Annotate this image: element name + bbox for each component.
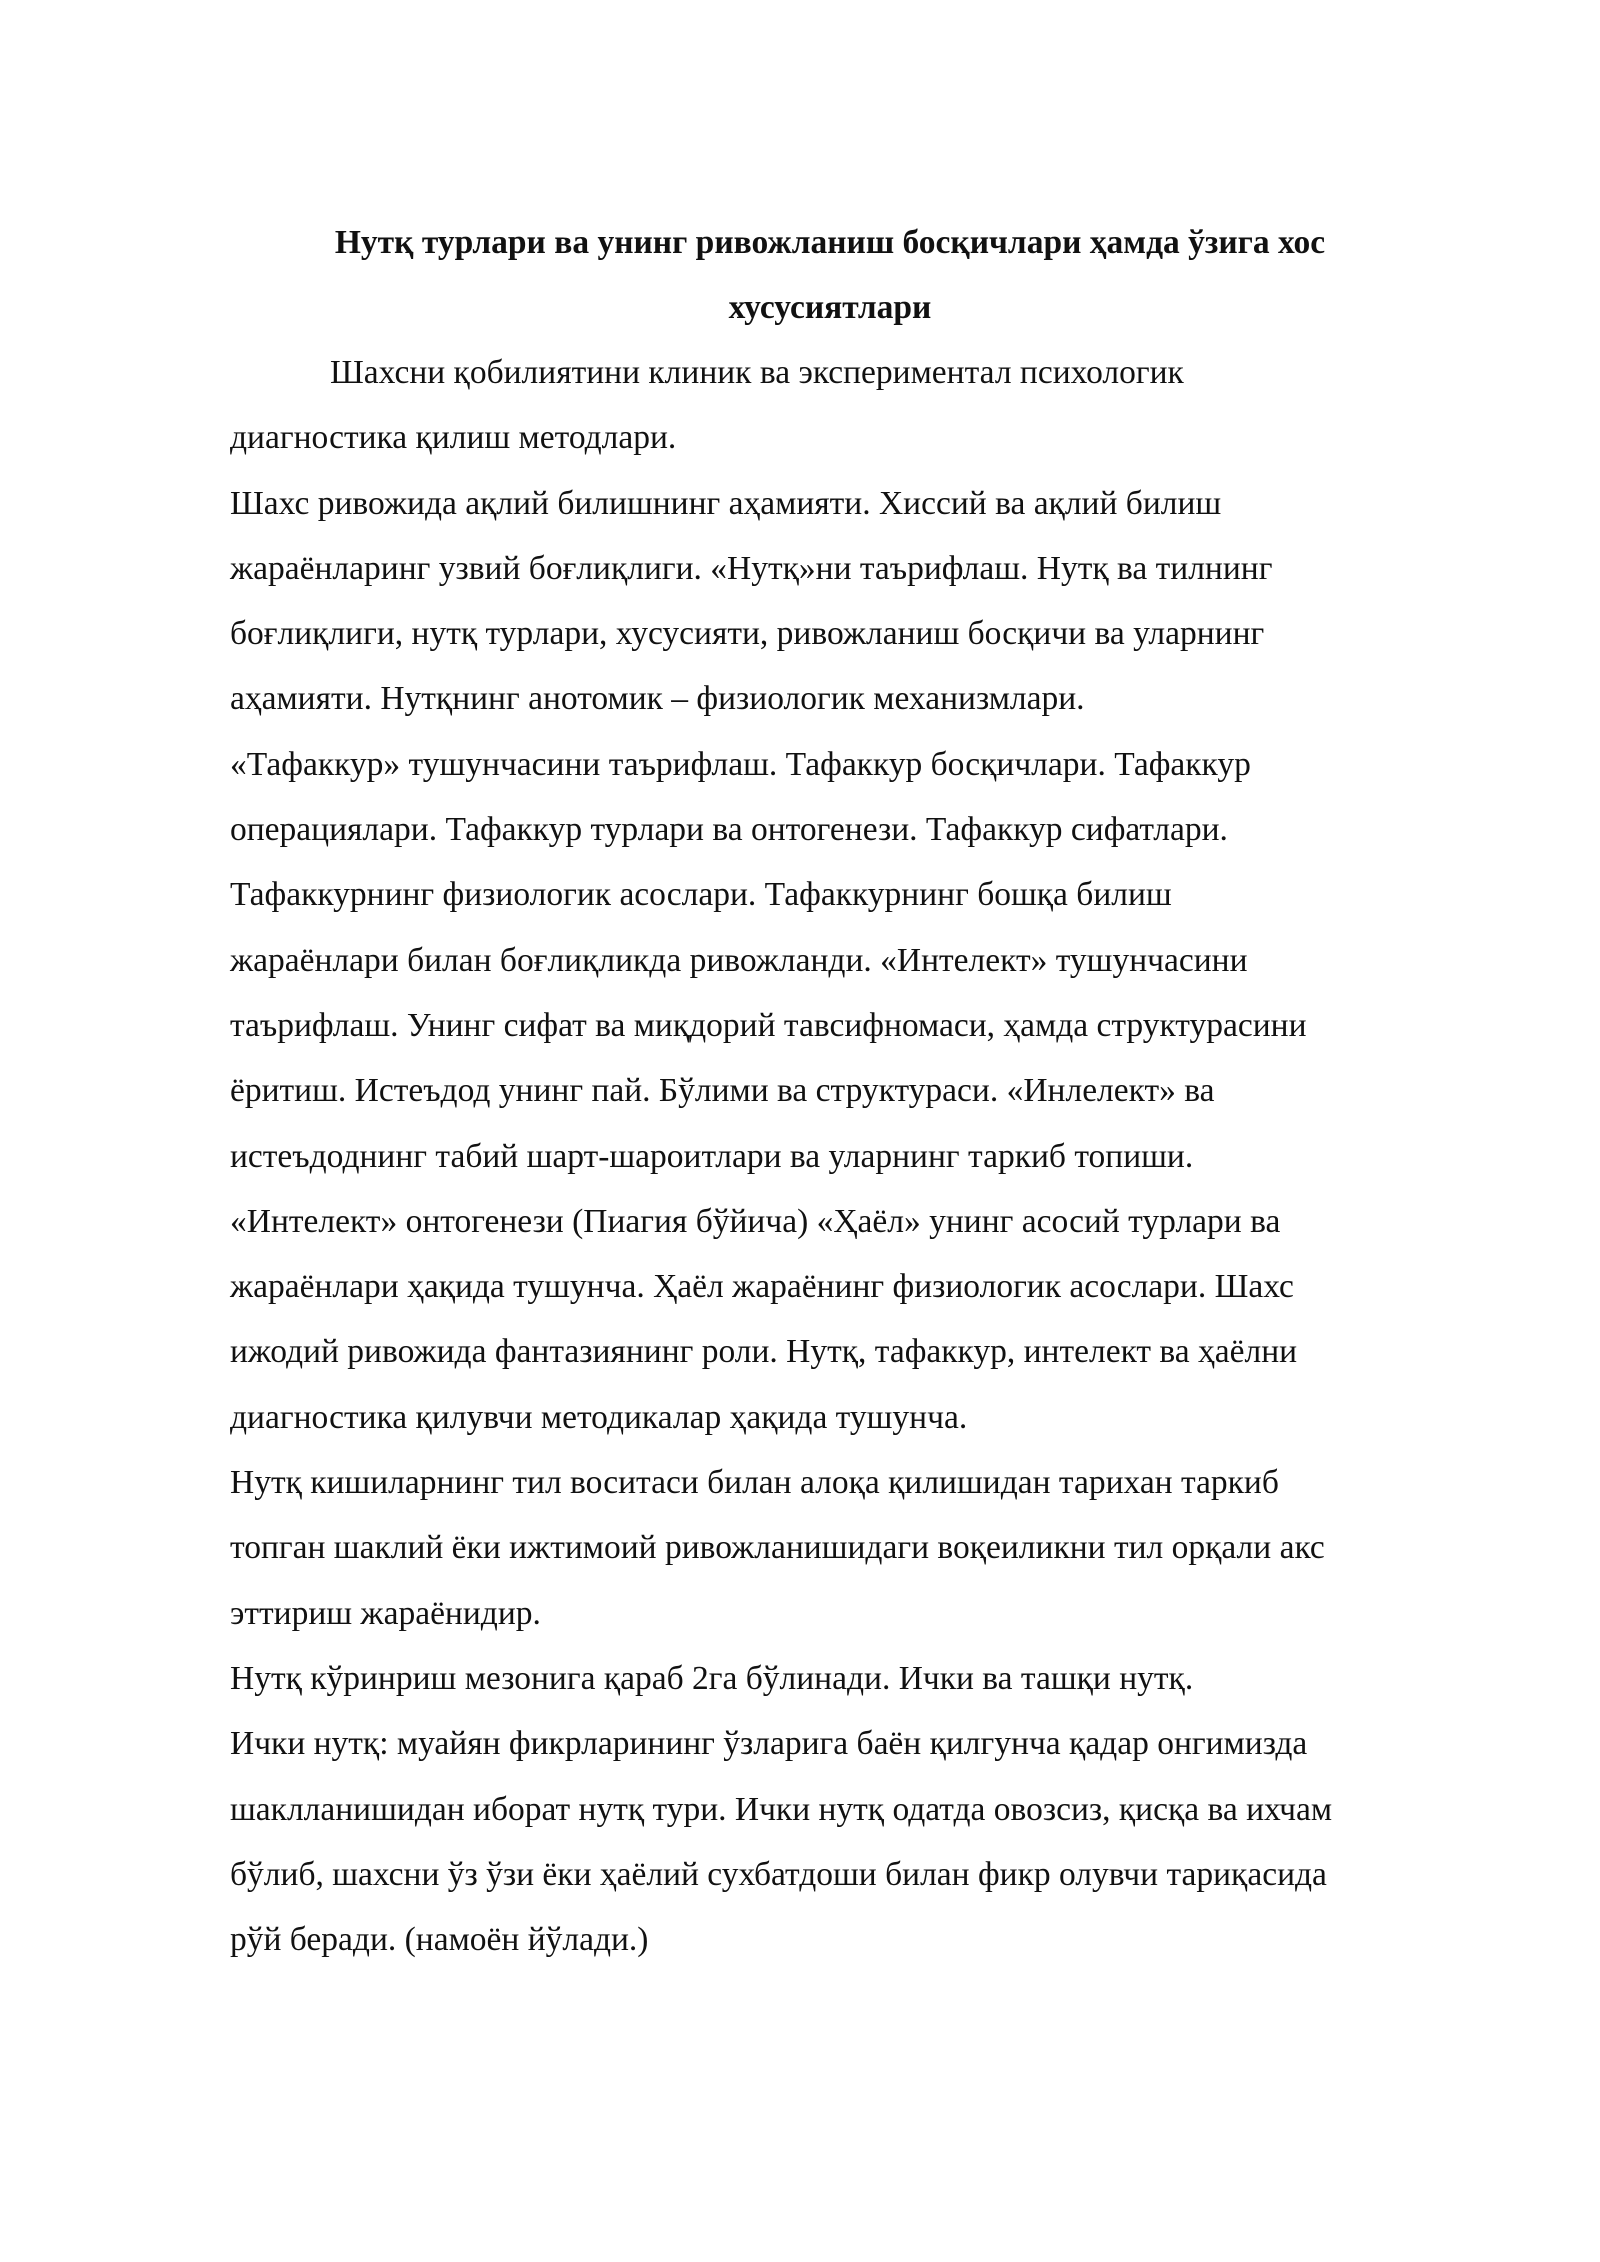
document-body (230, 340, 1490, 1972)
paragraph-line: жараёнларинг узвий боғлиқлиги. «Нутқ»ни таърифлаш. Нутқ ва тилнинг (230, 549, 1273, 587)
paragraph-line: диагностика қилувчи методикалар ҳақида тушунча. (230, 1398, 968, 1436)
paragraph-line: боғлиқлиги, нутқ турлари, хусусияти, ривожланиш босқичи ва уларнинг (230, 615, 1265, 653)
paragraph-line: Ички нутқ: муайян фикрларининг ўзларига баён қилгунча қадар онгимизда (230, 1725, 1308, 1763)
paragraph-line: ёритиш. Истеъдод унинг пай. Бўлими ва структураси. «Инлелект» ва (230, 1072, 1215, 1110)
paragraph-line: операциялари. Тафаккур турлари ва онтогенези. Тафаккур сифатлари. (230, 811, 1228, 849)
document-title (230, 210, 1430, 341)
paragraph-line: истеъдоднинг табий шарт-шароитлари ва уларнинг таркиб топиши. (230, 1137, 1194, 1175)
paragraph-line: таърифлаш. Унинг сифат ва миқдорий тавсифномаси, ҳамда структурасини (230, 1006, 1307, 1044)
paragraph-line: диагностика қилиш методлари. (230, 419, 677, 457)
paragraph-line: Нутқ кишиларнинг тил воситаси билан алоқа қилишидан тарихан таркиб (230, 1464, 1279, 1502)
paragraph-line: «Тафаккур» тушунчасини таърифлаш. Тафаккур босқичлари. Тафаккур (230, 745, 1251, 783)
paragraph-line: Шахс ривожида ақлий билишнинг аҳамияти. Хиссий ва ақлий билиш (230, 484, 1222, 522)
title-line: Нутқ турлари ва унинг ривожланиш босқичлари ҳамда ўзига хос (334, 224, 1326, 261)
title-line: хусусиятлари (728, 289, 932, 327)
paragraph-line: Нутқ кўринриш мезонига қараб 2га бўлинади. Ички ва ташқи нутқ. (230, 1659, 1194, 1697)
paragraph-line: шаклланишидан иборат нутқ тури. Ички нутқ одатда овозсиз, қисқа ва ихчам (230, 1790, 1333, 1828)
paragraph-line: эттириш жараёнидир. (230, 1594, 541, 1632)
paragraph-line: ижодий ривожида фантазиянинг роли. Нутқ, тафаккур, интелект ва ҳаёлни (230, 1333, 1298, 1371)
paragraph-line: топган шаклий ёки ижтимоий ривожланишидаги воқеиликни тил орқали акс (230, 1529, 1325, 1567)
paragraph-line: бўлиб, шахсни ўз ўзи ёки ҳаёлий сухбатдоши билан фикр олувчи тариқасида (230, 1855, 1327, 1893)
paragraph-line: «Интелект» онтогенези (Пиагия бўйича) «Ҳаёл» унинг асосий турлари ва (230, 1202, 1281, 1240)
paragraph-line: жараёнлари ҳақида тушунча. Ҳаёл жараёнинг физиологик асослари. Шахс (230, 1268, 1294, 1306)
paragraph-line: рўй беради. (намоён йўлади.) (230, 1921, 649, 1959)
paragraph-line: Тафаккурнинг физиологик асослари. Тафаккурнинг бошқа билиш (230, 876, 1172, 914)
paragraph-line: Шахсни қобилиятини клиник ва экспериментал психологик (330, 354, 1184, 391)
paragraph-line: аҳамияти. Нутқнинг анотомик – физиологик механизмлари. (230, 680, 1085, 718)
paragraph-line: жараёнлари билан боғлиқликда ривожланди. «Интелект» тушунчасини (230, 941, 1248, 979)
